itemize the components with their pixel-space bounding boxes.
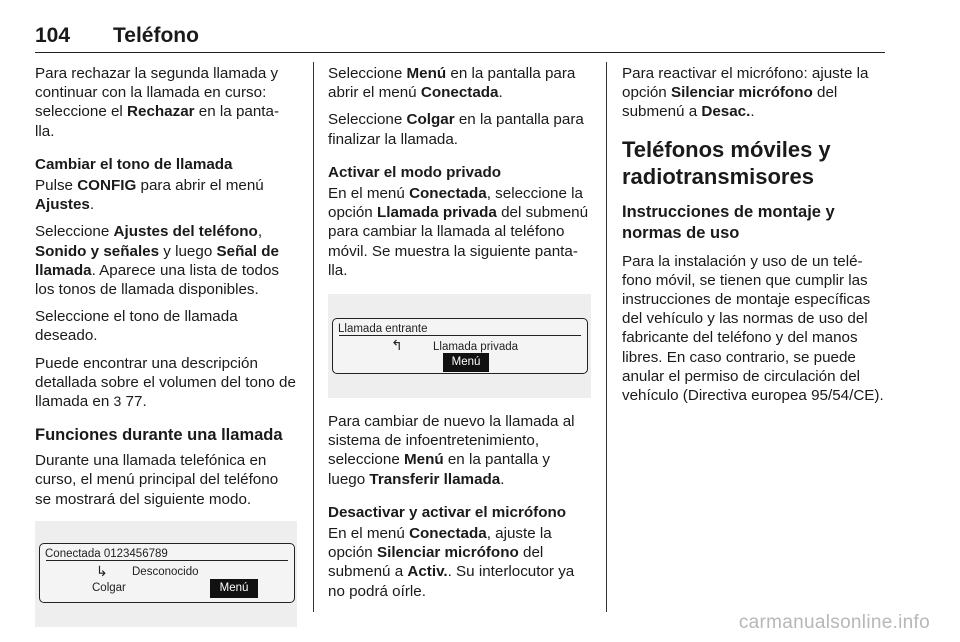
paragraph-reject: Para rechazar la segunda llamada y continuar con la llamada en curso: seleccione el Rechazar en la panta- lla. [35, 65, 280, 140]
column-3 [622, 64, 887, 413]
menu-button[interactable]: Menú [210, 579, 258, 598]
display-title: Llamada entrante [338, 323, 428, 336]
heading-change-ringtone: Cambiar el tono de llamada [35, 155, 233, 173]
heading-installation: Instrucciones de montaje y normas de uso [622, 202, 835, 242]
display-frame [332, 318, 588, 374]
paragraph-private-mode: En el menú Conectada, seleccione la opción Llamada privada del submenú para cambiar la llamada al teléfono móvil. Se muestra la siguiente panta- lla. [328, 185, 589, 279]
menu-button[interactable]: Menú [443, 353, 489, 372]
screenshot-private-call [328, 294, 591, 398]
column-1 [35, 64, 297, 627]
heading-microphone: Desactivar y activar el micrófono [328, 503, 567, 521]
call-status: Llamada privada [433, 341, 519, 354]
display-title: Conectada 0123456789 [45, 547, 168, 560]
column-divider [606, 62, 607, 612]
paragraph-unmute: Para reactivar el micrófono: ajuste la opción Silenciar micrófono del submenú a Desac.. [622, 65, 869, 121]
heading-call-functions: Funciones durante una llamada [35, 426, 283, 445]
paragraph-mute: En el menú Conectada, ajuste la opción Silenciar micrófono del submenú a Activ.. Su interlocutor ya no podrá oírle. [328, 525, 575, 600]
page-number: 104 [35, 24, 71, 47]
paragraph-volume-ref: Puede encontrar una descripción detallada sobre el volumen del tono de llamada en 3 77. [35, 354, 296, 411]
paragraph-select-settings: Seleccione Ajustes del teléfono, Sonido y señales y luego Señal de llamada. Aparece una lista de todos los tonos de llamada disponibles. [35, 223, 280, 299]
paragraph-call-menu: Durante una llamada telefónica en curso, el menú principal del teléfono se mostrará del siguiente modo. [35, 452, 279, 508]
paragraph-installation: Para la instalación y uso de un telé- fono móvil, se tienen que cumplir las instrucciones de montaje específicas del vehículo y las normas de uso del fabricante del teléfono y del manos libres. En caso contrario, se puede anular el permiso de circulación del vehículo (Directiva europea 95/54/CE). [622, 252, 884, 405]
screenshot-connected-call [35, 521, 297, 627]
paragraph-hangup: Seleccione Colgar en la pantalla para finalizar la llamada. [328, 111, 584, 148]
caller-name: Desconocido [132, 565, 199, 578]
page-ref-arrow-icon: 3 [113, 393, 122, 410]
phone-transfer-icon: ↳ [96, 562, 108, 579]
hangup-option[interactable]: Colgar [92, 581, 126, 594]
page-header [35, 22, 885, 53]
page-title: Teléfono [113, 24, 199, 47]
paragraph-transfer-back: Para cambiar de nuevo la llamada al sistema de infoentretenimiento, seleccione Menú en la pantalla y luego Transferir llamada. [328, 413, 575, 488]
phone-transfer-icon: ↰ [391, 337, 403, 354]
heading-mobile-phones: Teléfonos móviles y radiotransmisores [622, 136, 831, 189]
column-divider [313, 62, 314, 612]
paragraph-config: Pulse CONFIG para abrir el menú Ajustes. [35, 177, 264, 214]
watermark: carmanualsonline.info [738, 612, 930, 633]
heading-private-mode: Activar el modo privado [328, 163, 502, 181]
display-frame [39, 543, 295, 603]
paragraph-open-menu: Seleccione Menú en la pantalla para abrir el menú Conectada. [328, 65, 576, 102]
paragraph-select-tone: Seleccione el tono de llamada deseado. [35, 308, 238, 345]
column-2 [328, 64, 591, 609]
